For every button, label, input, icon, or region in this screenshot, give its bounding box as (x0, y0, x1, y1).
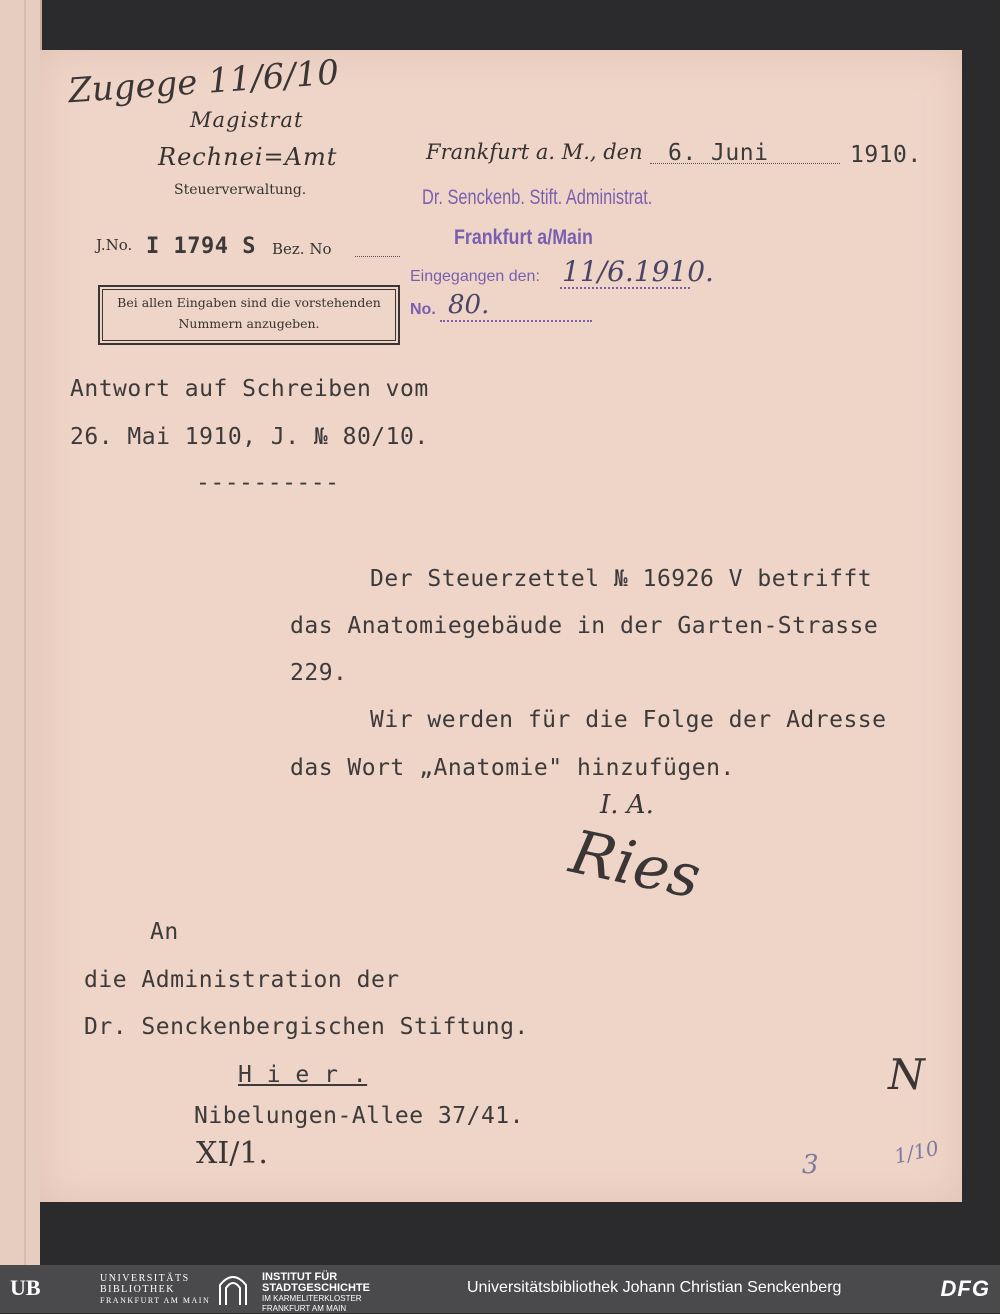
isg-line1: INSTITUT FÜR (262, 1271, 338, 1283)
archive-mark: XI/1. (196, 1136, 268, 1171)
notice-text: Bei allen Eingaben sind die vorstehenden Nummern anzugeben. (117, 295, 381, 331)
dfg-logo[interactable]: DFG (940, 1276, 990, 1301)
stamp-received-label: Eingegangen den: (410, 268, 540, 285)
body-line5: das Wort „Anatomie" hinzufügen. (290, 755, 735, 781)
adjacent-page-edge (0, 0, 42, 1265)
isg-line3: IM KARMELITERKLOSTER (262, 1294, 362, 1303)
signature-prefix: I. A. (600, 790, 654, 820)
footer-bar (0, 1265, 1000, 1313)
stamp-number-value: 80. (448, 290, 490, 320)
reference-rule: ---------- (196, 470, 340, 496)
library-name: Universitätsbibliothek Johann Christian Senckenberg (467, 1279, 842, 1296)
handwritten-receipt-note: Zugege 11/6/10 (66, 52, 341, 112)
address-line3: Dr. Senckenbergischen Stiftung. (84, 1014, 529, 1040)
body-line4: Wir werden für die Folge der Adresse (370, 707, 887, 733)
isg-line4: FRANKFURT AM MAIN (262, 1304, 347, 1313)
reference-line2: 26. Mai 1910, J. № 80/10. (70, 424, 429, 450)
signature-name: Ries (564, 817, 707, 913)
notice-box (98, 285, 400, 345)
jno-value: I 1794 S (146, 234, 256, 259)
address-line2: die Administration der (84, 967, 400, 993)
date-day-month: 6. Juni (668, 140, 769, 166)
bez-label: Bez. No (272, 240, 332, 258)
reference-line1: Antwort auf Schreiben vom (70, 376, 429, 402)
place-date-prefix: Frankfurt a. M., den (426, 140, 643, 164)
stamp-number-label: No. (410, 301, 436, 318)
ub-logo[interactable]: UB (10, 1275, 41, 1300)
address-line1: An (150, 919, 179, 945)
ub-line2: BIBLIOTHEK (100, 1284, 175, 1295)
jno-label: J.No. (96, 236, 133, 254)
isg-name[interactable] (262, 1272, 370, 1314)
ub-line1: UNIVERSITÄTS (100, 1273, 190, 1284)
stamp-received-date: 11/6.1910. (562, 255, 714, 288)
letter-sheet (40, 50, 962, 1202)
ub-name (100, 1273, 210, 1306)
stamp-line1: Dr. Senckenb. Stift. Administrat. (422, 186, 653, 209)
ub-line3: FRANKFURT AM MAIN (100, 1296, 211, 1305)
date-year: 1910. (850, 142, 922, 168)
initial-mark: N (888, 1050, 925, 1099)
pencil-note: 1/10 (891, 1135, 941, 1169)
office-rechnei-amt: Rechnei=Amt (158, 143, 338, 171)
address-line4: H i e r . (238, 1062, 368, 1088)
body-line2: das Anatomiegebäude in der Garten-Strasse (290, 613, 879, 639)
office-magistrat: Magistrat (190, 108, 304, 132)
stamp-number-line (440, 320, 592, 322)
body-line3: 229. (290, 660, 348, 686)
bez-dotted-line (355, 256, 400, 257)
scan-background (40, 1202, 962, 1265)
body-line1: Der Steuerzettel № 16926 V betrifft (370, 566, 873, 592)
address-line5: Nibelungen-Allee 37/41. (194, 1103, 524, 1129)
isg-line2: STADTGESCHICHTE (262, 1282, 370, 1294)
stamp-date-line (560, 287, 690, 289)
office-steuerverwaltung: Steuerverwaltung. (174, 182, 307, 198)
page-number: 3 (802, 1150, 819, 1180)
stamp-line2: Frankfurt a/Main (454, 226, 593, 249)
isg-arch-icon (218, 1273, 248, 1305)
